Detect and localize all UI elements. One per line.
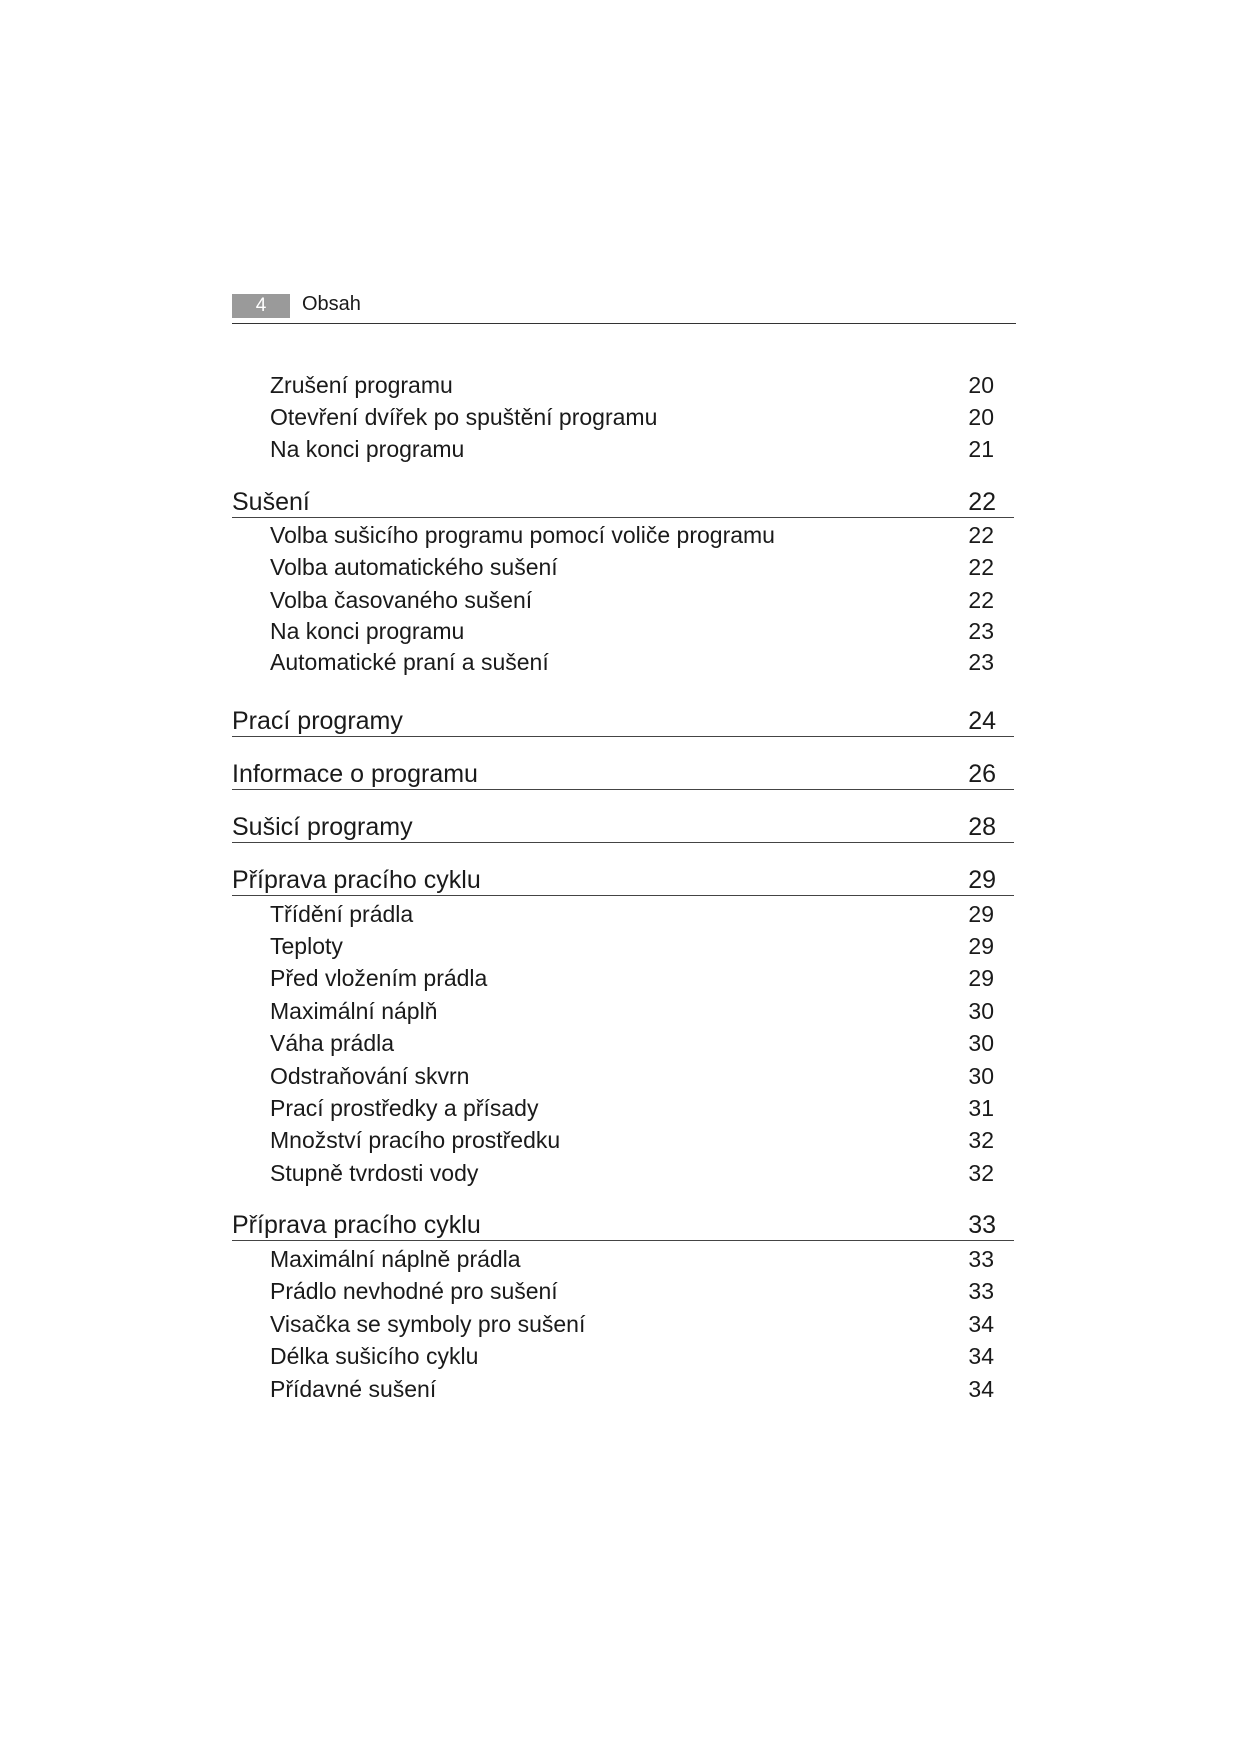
toc-entry[interactable]: [232, 899, 1014, 929]
toc-entry-page: 34: [968, 1311, 994, 1337]
toc-entry[interactable]: [232, 1309, 1014, 1339]
toc-entry[interactable]: [232, 585, 1014, 615]
toc-entry[interactable]: [232, 370, 1014, 400]
toc-section[interactable]: [232, 761, 1014, 790]
toc-entry-label: Váha prádla: [270, 1030, 395, 1056]
toc-entry-label: Délka sušicího cyklu: [270, 1343, 479, 1369]
toc-section[interactable]: [232, 1212, 1014, 1241]
toc-entry-label: Stupně tvrdosti vody: [270, 1160, 479, 1186]
toc-section-page: 24: [968, 707, 996, 735]
toc-entry[interactable]: [232, 931, 1014, 961]
toc-entry-page: 20: [968, 372, 994, 398]
toc-entry[interactable]: [232, 1374, 1014, 1404]
toc-entry[interactable]: [232, 647, 1014, 677]
toc-entry-page: 20: [968, 404, 994, 430]
toc-entry-page: 31: [968, 1095, 994, 1121]
toc-entry-page: 29: [968, 965, 994, 991]
toc-entry-label: Množství pracího prostředku: [270, 1127, 561, 1153]
toc-entry-label: Teploty: [270, 933, 343, 959]
toc-entry-label: Prací prostředky a přísady: [270, 1095, 539, 1121]
toc-entry-page: 22: [968, 522, 994, 548]
toc-entry-label: Otevření dvířek po spuštění programu: [270, 404, 658, 430]
toc-entry-page: 33: [968, 1246, 994, 1272]
toc-section-label: Informace o programu: [232, 760, 478, 788]
page-header: [232, 290, 1016, 324]
toc-section-label: Sušení: [232, 488, 310, 516]
page-number-badge: 4: [232, 294, 290, 318]
toc-entry[interactable]: [232, 1061, 1014, 1091]
toc-section-label: Příprava pracího cyklu: [232, 1211, 481, 1239]
toc-entry-page: 33: [968, 1278, 994, 1304]
toc-section[interactable]: [232, 867, 1014, 896]
toc-entry-label: Před vložením prádla: [270, 965, 488, 991]
toc-entry-page: 22: [968, 587, 994, 613]
toc-entry-page: 21: [968, 436, 994, 462]
toc-section-page: 33: [968, 1211, 996, 1239]
toc-entry-label: Visačka se symboly pro sušení: [270, 1311, 586, 1337]
toc-entry-label: Na konci programu: [270, 618, 465, 644]
toc-entry-page: 30: [968, 1030, 994, 1056]
toc-entry[interactable]: [232, 1093, 1014, 1123]
toc-entry[interactable]: [232, 1125, 1014, 1155]
toc-entry-label: Maximální náplň: [270, 998, 438, 1024]
toc-section-page: 22: [968, 488, 996, 516]
toc-entry-label: Odstraňování skvrn: [270, 1063, 470, 1089]
toc-section[interactable]: [232, 814, 1014, 843]
toc-entry-label: Volba sušicího programu pomocí voliče programu: [270, 522, 775, 548]
toc-section-page: 26: [968, 760, 996, 788]
toc-entry[interactable]: [232, 963, 1014, 993]
toc-entry[interactable]: [232, 520, 1014, 550]
toc-entry-label: Zrušení programu: [270, 372, 453, 398]
toc-entry-page: 30: [968, 1063, 994, 1089]
toc-entry-page: 34: [968, 1343, 994, 1369]
toc-entry[interactable]: [232, 996, 1014, 1026]
toc-section-page: 29: [968, 866, 996, 894]
toc-entry-page: 29: [968, 901, 994, 927]
toc-entry[interactable]: [232, 1341, 1014, 1371]
toc-section-page: 28: [968, 813, 996, 841]
toc-entry[interactable]: [232, 402, 1014, 432]
toc-entry-page: 22: [968, 554, 994, 580]
toc-entry[interactable]: [232, 1158, 1014, 1188]
toc-section-label: Prací programy: [232, 707, 403, 735]
page-title: Obsah: [302, 293, 361, 315]
toc-entry-page: 34: [968, 1376, 994, 1402]
toc-entry-page: 23: [968, 649, 994, 675]
toc-entry[interactable]: [232, 434, 1014, 464]
toc-entry-label: Volba automatického sušení: [270, 554, 558, 580]
toc-entry-label: Na konci programu: [270, 436, 465, 462]
toc-entry-label: Automatické praní a sušení: [270, 649, 549, 675]
toc-entry[interactable]: [232, 552, 1014, 582]
toc-entry-page: 32: [968, 1127, 994, 1153]
toc-entry[interactable]: [232, 616, 1014, 646]
toc-section[interactable]: [232, 489, 1014, 518]
toc-entry[interactable]: [232, 1276, 1014, 1306]
toc-entry[interactable]: [232, 1028, 1014, 1058]
toc-section-label: Příprava pracího cyklu: [232, 866, 481, 894]
toc-entry-page: 32: [968, 1160, 994, 1186]
toc-section[interactable]: [232, 708, 1014, 737]
toc-entry-page: 23: [968, 618, 994, 644]
toc-entry-label: Maximální náplně prádla: [270, 1246, 521, 1272]
toc-entry-page: 29: [968, 933, 994, 959]
toc-entry-label: Přídavné sušení: [270, 1376, 437, 1402]
toc-entry-label: Volba časovaného sušení: [270, 587, 533, 613]
toc-section-label: Sušicí programy: [232, 813, 413, 841]
toc-entry-label: Prádlo nevhodné pro sušení: [270, 1278, 558, 1304]
toc-entry[interactable]: [232, 1244, 1014, 1274]
toc-entry-label: Třídění prádla: [270, 901, 414, 927]
toc-entry-page: 30: [968, 998, 994, 1024]
